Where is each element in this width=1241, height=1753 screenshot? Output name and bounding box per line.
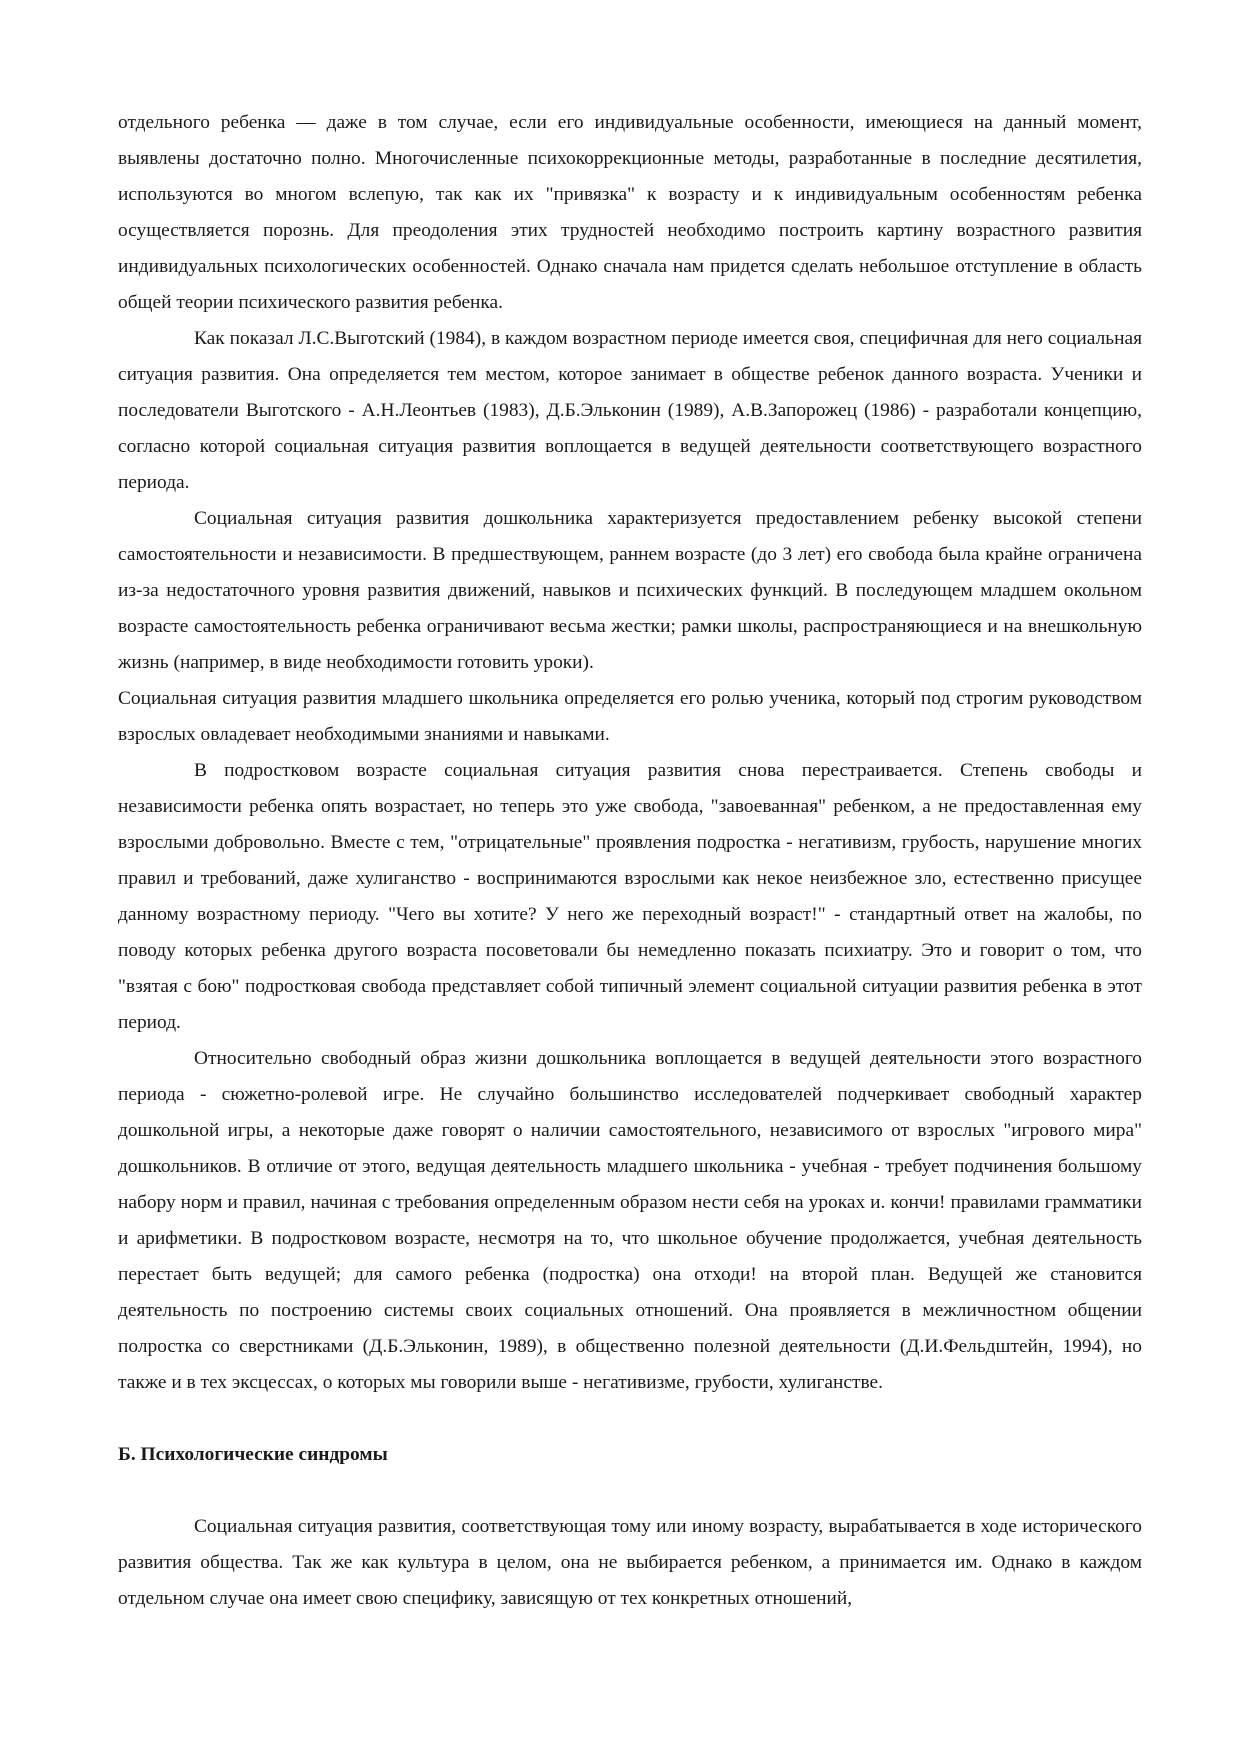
- paragraph-vygotsky: Как показал Л.С.Выготский (1984), в каждом возрастном периоде имеется своя, специфичная для него социальная ситуация развития. Она определяется тем местом, которое занимает в обществе ребенок данного возраста. Ученики и последователи Выготского - А.Н.Леонтьев (1983), Д.Б.Эльконин (1989), А.В.Запорожец (1986) - разработали концепцию, согласно которой социальная ситуация развития воплощается в ведущей деятельности соответствующего возрастного периода.: [118, 328, 1142, 493]
- paragraph-preschooler: Социальная ситуация развития дошкольника характеризуется предоставлением ребенку высокой степени самостоятельности и независимости. В предшествующем, раннем возрасте (до 3 лет) его свобода была крайне ограничена из-за недостаточного уровня развития движений, навыков и психических функций. В последующем младшем окольном возрасте самостоятельность ребенка ограничивают весьма жестки; рамки школы, распространяющиеся и на внешкольную жизнь (например, в виде необходимости готовить уроки).: [118, 508, 1142, 673]
- paragraph-continuation: отдельного ребенка — даже в том случае, если его индивидуальные особенности, имеющиеся на данный момент, выявлены достаточно полно. Многочисленные психокоррекционные методы, разработанные в последние десятилетия, используются во многом вслепую, так как их "привязка" к возрасту и к индивидуальным особенностям ребенка осуществляется порознь. Для преодоления этих трудностей необходимо построить картину возрастного развития индивидуальных психологических особенностей. Однако сначала нам придется сделать небольшое отступление в область общей теории психического развития ребенка.: [118, 112, 1142, 313]
- paragraph-adolescence: В подростковом возрасте социальная ситуация развития снова перестраивается. Степень свободы и независимости ребенка опять возрастает, но теперь это уже свобода, "завоеванная" ребенком, а не предоставленная ему взрослыми добровольно. Вместе с тем, "отрицательные" проявления подростка - негативизм, грубость, нарушение многих правил и требований, даже хулиганство - воспринимаются взрослыми как некое неизбежное зло, естественно присущее данному возрастному периоду. "Чего вы хотите? У него же переходный возраст!" - стандартный ответ на жалобы, по поводу которых ребенка другого возраста посоветовали бы немедленно показать психиатру. Это и говорит о том, что "взятая с бою" подростковая свобода представляет собой типичный элемент социальной ситуации развития ребенка в этот период.: [118, 760, 1142, 1033]
- paragraph-junior-schooler: Социальная ситуация развития младшего школьника определяется его ролью ученика, который под строгим руководством взрослых овладевает необходимыми знаниями и навыками.: [118, 688, 1142, 745]
- section-heading: Б. Психологические синдромы: [118, 1444, 388, 1465]
- paragraph-social-situation: Социальная ситуация развития, соответствующая тому или иному возрасту, вырабатывается в ходе исторического развития общества. Так же как культура в целом, она не выбирается ребенком, а принимается им. Однако в каждом отдельном случае она имеет свою специфику, зависящую от тех конкретных отношений,: [118, 1516, 1142, 1609]
- paragraph-leading-activity: Относительно свободный образ жизни дошкольника воплощается в ведущей деятельности этого возрастного периода - сюжетно-ролевой игре. Не случайно большинство исследователей подчеркивает свободный характер дошкольной игры, а некоторые даже говорят о наличии самостоятельного, независимого от взрослых "игрового мира" дошкольников. В отличие от этого, ведущая деятельность младшего школьника - учебная - требует подчинения большому набору норм и правил, начиная с требования определенным образом нести себя на уроках и. кончи! правилами грамматики и арифметики. В подростковом возрасте, несмотря на то, что школьное обучение продолжается, учебная деятельность перестает быть ведущей; для самого ребенка (подростка) она отходи! на второй план. Ведущей же становится деятельность по построению системы своих социальных отношений. Она проявляется в межличностном общении полростка со сверстниками (Д.Б.Эльконин, 1989), в общественно полезной деятельности (Д.И.Фельдштейн, 1994), но также и в тех эксцессах, о которых мы говорили выше - негативизме, грубости, хулиганстве.: [118, 1048, 1142, 1393]
- document-page: [118, 105, 1142, 1617]
